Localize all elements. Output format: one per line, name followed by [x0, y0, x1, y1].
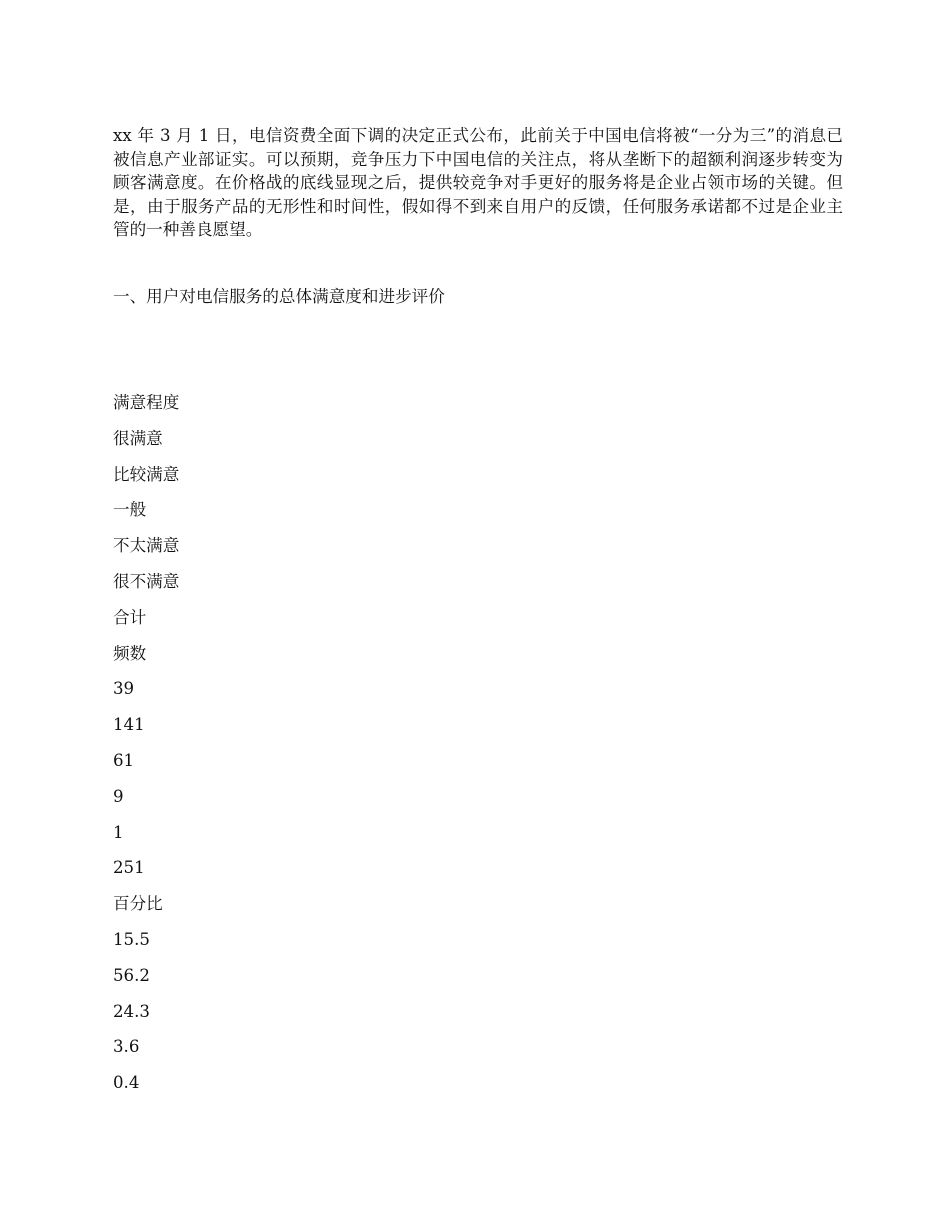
table-cell-level: 不太满意 [113, 536, 180, 556]
table-cell-frequency: 1 [113, 822, 124, 842]
table-cell-level: 很不满意 [113, 571, 180, 591]
table-cell-header-frequency: 频数 [113, 643, 147, 663]
table-cell-level: 比较满意 [113, 464, 180, 484]
table-cell-level: 一般 [113, 500, 147, 520]
table-cell-frequency: 9 [113, 786, 124, 806]
table-cell-percent: 24.3 [113, 1001, 150, 1021]
table-cell-percent: 56.2 [113, 965, 150, 985]
table-cell-percent: 3.6 [113, 1037, 140, 1057]
table-cell-header-satisfaction: 满意程度 [113, 393, 180, 412]
table-cell-percent: 15.5 [113, 929, 150, 949]
intro-paragraph: xx 年 3 月 1 日，电信资费全面下调的决定正式公布，此前关于中国电信将被“一分为三”的消息已被信息产业部证实。可以预期，竞争压力下中国电信的关注点，将从垄断下的超额利润逐步转变为顾客满意度。在价格战的底线显现之后，提供较竞争对手更好的服务将是企业占领市场的关键。但是，由于服务产品的无形性和时间性，假如得不到来自用户的反馈，任何服务承诺都不过是企业主管的一种善良愿望。 [113, 126, 843, 239]
table-cell-frequency: 141 [113, 715, 145, 735]
section-heading: 一、用户对电信服务的总体满意度和进步评价 [113, 287, 445, 306]
table-cell-level: 很满意 [113, 428, 163, 448]
satisfaction-table-cells [113, 392, 179, 1108]
table-cell-frequency: 61 [113, 750, 135, 770]
table-cell-level: 合计 [113, 607, 147, 627]
table-cell-frequency: 39 [113, 679, 135, 699]
table-cell-percent: 0.4 [113, 1073, 140, 1093]
table-cell-header-percent: 百分比 [113, 894, 163, 914]
table-cell-frequency: 251 [113, 858, 145, 878]
